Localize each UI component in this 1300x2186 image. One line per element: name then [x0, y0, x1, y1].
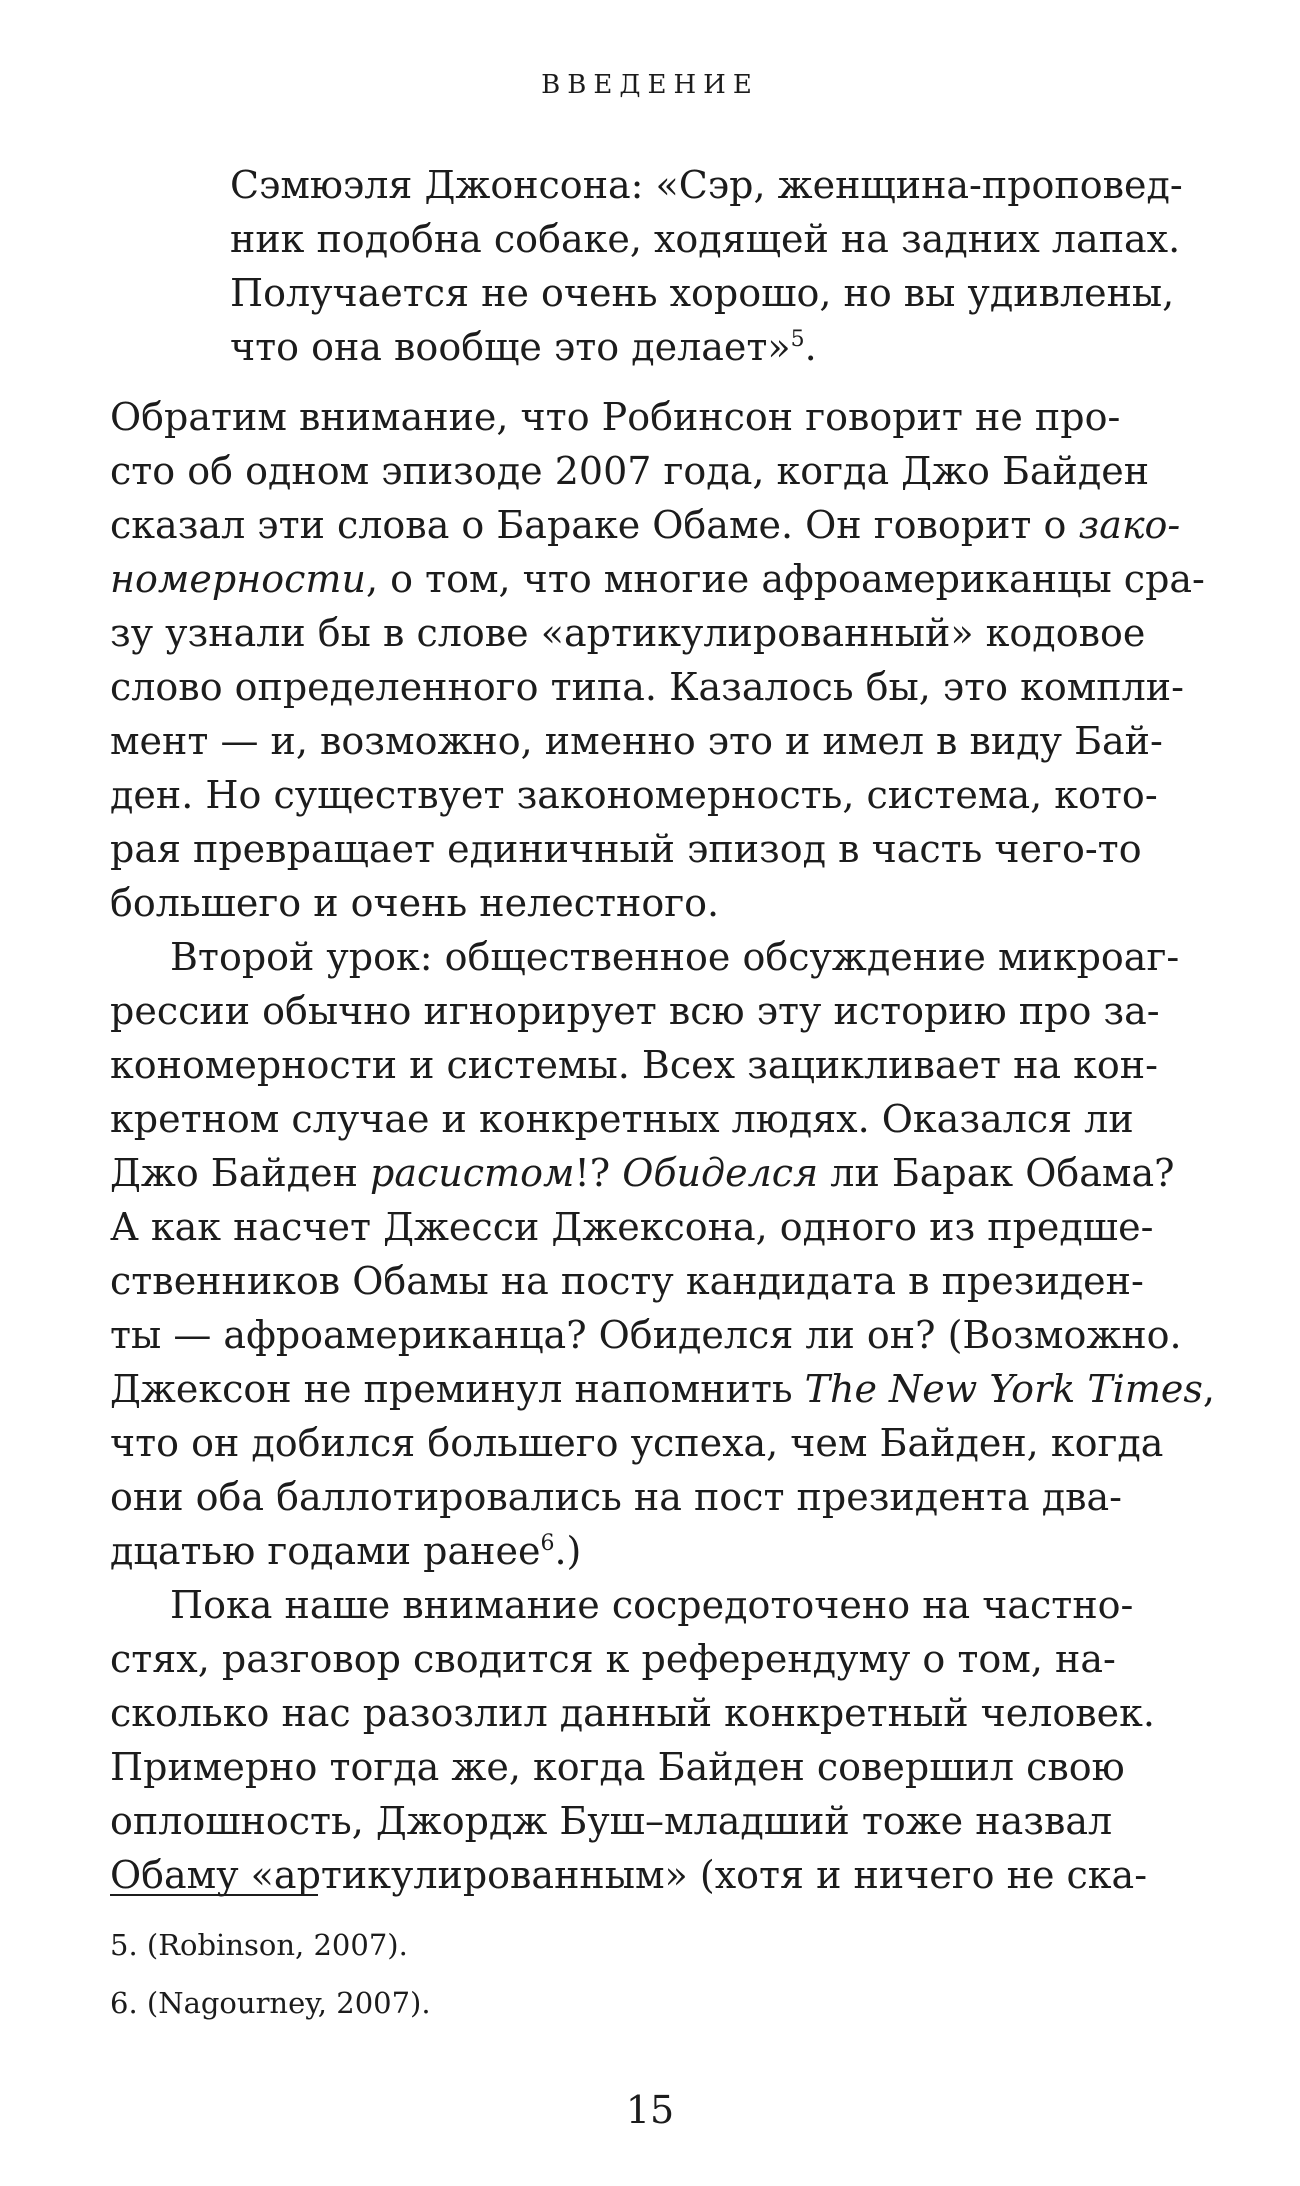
quote-line: что она вообще это делает»$^5$. [230, 325, 817, 369]
running-head: ВВЕДЕНИЕ [541, 70, 759, 100]
body-line: Пока наше внимание сосредоточено на частно- [170, 1583, 1134, 1627]
page-number: 15 [625, 2088, 675, 2132]
body-line: оплошность, Джордж Буш–младший тоже назвал [110, 1799, 1113, 1843]
body-line: стях, разговор сводится к референдуму о том, на- [110, 1637, 1116, 1681]
body-line: номерности, о том, что многие афроамериканцы сра- [110, 557, 1205, 601]
body-line: Джексон не преминул напомнить The New York Times, [110, 1367, 1215, 1411]
body-line: ты — афроамериканца? Обиделся ли он? (Возможно. [110, 1313, 1182, 1357]
quote-line: Получается не очень хорошо, но вы удивлены, [230, 271, 1175, 315]
body-line: Обаму «артикулированным» (хотя и ничего не ска- [110, 1853, 1148, 1897]
body-line: зу узнали бы в слове «артикулированный» кодовое [110, 611, 1146, 655]
body-line: Примерно тогда же, когда Байден совершил свою [110, 1745, 1125, 1789]
body-line: сколько нас разозлил данный конкретный человек. [110, 1691, 1155, 1735]
body-line: кономерности и системы. Всех зацикливает на кон- [110, 1043, 1158, 1087]
body-line: сказал эти слова о Бараке Обаме. Он говорит о зако- [110, 503, 1181, 547]
body-line: ственников Обамы на посту кандидата в президен- [110, 1259, 1144, 1303]
body-line: сто об одном эпизоде 2007 года, когда Джо Байден [110, 449, 1150, 493]
body-line: А как насчет Джесси Джексона, одного из предше- [110, 1205, 1154, 1249]
body-line: рессии обычно игнорирует всю эту историю про за- [110, 989, 1160, 1033]
body-line: дцатью годами ранее$^6$.) [110, 1529, 582, 1573]
body-line: большего и очень нелестного. [110, 881, 720, 925]
italic-text: The New York Times [804, 1367, 1203, 1411]
body-line: рая превращает единичный эпизод в часть чего-то [110, 827, 1142, 871]
body-line: Обратим внимание, что Робинсон говорит не про- [110, 395, 1121, 439]
footnote-5: 5. (Robinson, 2007). [110, 1928, 408, 1962]
footnote-divider [110, 1894, 318, 1896]
italic-text: зако- [1078, 503, 1181, 547]
quote-line: Сэмюэля Джонсона: «Сэр, женщина-проповед- [230, 163, 1183, 207]
footnote-6: 6. (Nagourney, 2007). [110, 1986, 431, 2020]
italic-text: Обиделся [622, 1151, 819, 1195]
body-line: мент — и, возможно, именно это и имел в виду Бай- [110, 719, 1163, 763]
italic-text: номерности [110, 557, 366, 601]
block-quote [230, 158, 1190, 374]
body-line: кретном случае и конкретных людях. Оказался ли [110, 1097, 1134, 1141]
body-line: они оба баллотировались на пост президента два- [110, 1475, 1123, 1519]
body-text [110, 390, 1215, 1902]
body-line: слово определенного типа. Казалось бы, это компли- [110, 665, 1184, 709]
body-line: Второй урок: общественное обсуждение микроаг- [170, 935, 1180, 979]
body-line: Джо Байден расистом!? Обиделся ли Барак Обама? [110, 1151, 1175, 1195]
italic-text: расистом [370, 1151, 575, 1195]
footnote-ref-6: 6 [540, 1531, 555, 1556]
quote-line: ник подобна собаке, ходящей на задних лапах. [230, 217, 1181, 261]
footnote-ref-5: 5 [790, 327, 805, 352]
body-line: что он добился большего успеха, чем Байден, когда [110, 1421, 1164, 1465]
body-line: ден. Но существует закономерность, система, кото- [110, 773, 1158, 817]
